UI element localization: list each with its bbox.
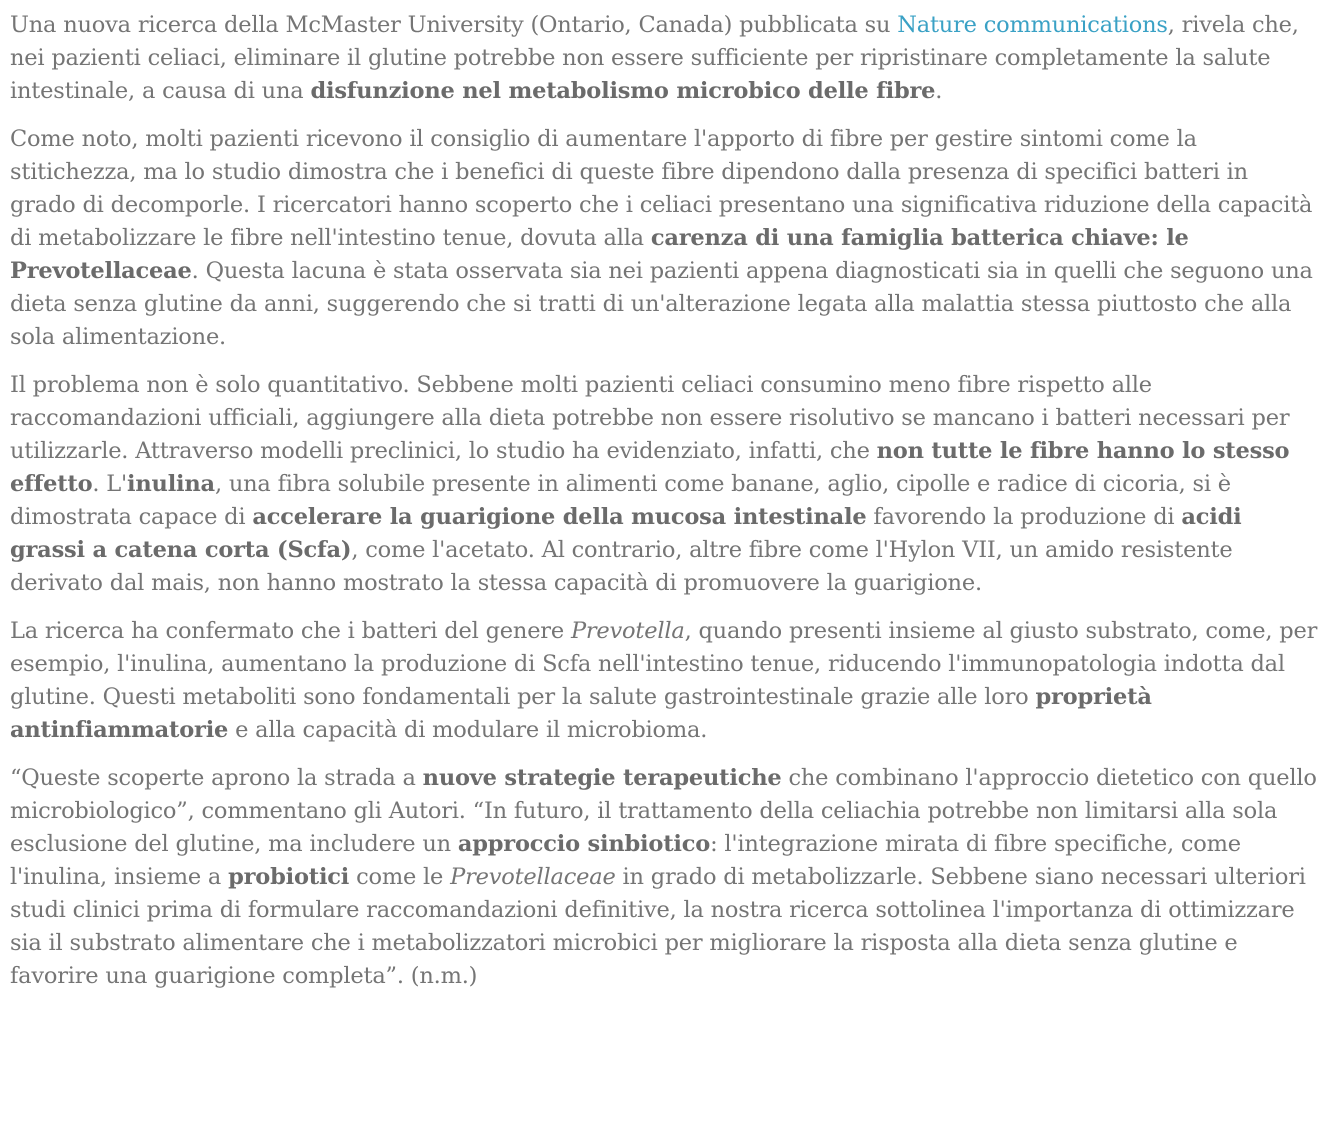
bold-text: disfunzione nel metabolismo microbico delle fibre [310,78,936,104]
paragraph-4 [10,615,1320,747]
text-segment: in grado di metabolizzarle. Sebbene siano necessari ulteriori studi clinici prima di formulare raccomandazioni definitive, la nostra ricerca sottolinea l'importanza di ottimizzare sia il substrato alimentare che i metabolizzatori microbici per migliorare la risposta alla dieta senza glutine e favorire una guarigione completa”. (n.m.) [10,864,1306,989]
text-segment: “Queste scoperte aprono la strada a [10,765,423,791]
text-segment: come le [349,864,451,890]
italic-text: Prevotella [570,618,685,644]
paragraph-1 [10,9,1320,108]
bold-text: inulina [127,471,215,497]
text-segment: : l'integrazione mirata di fibre specifiche, come l'inulina, insieme a [10,831,1241,890]
paragraph-2 [10,123,1320,354]
nature-communications-link[interactable]: Nature communications [897,12,1168,38]
text-segment: . L' [92,471,128,497]
bold-text: non tutte le fibre hanno lo stesso effetto [10,438,1290,497]
paragraph-3 [10,369,1320,600]
text-segment: , come l'acetato. Al contrario, altre fibre come l'Hylon VII, un amido resistente derivato dal mais, non hanno mostrato la stessa capacità di promuovere la guarigione. [10,537,1233,596]
paragraph-5 [10,762,1320,993]
text-segment: che combinano l'approccio dietetico con quello microbiologico”, commentano gli Autori. “In futuro, il trattamento della celiachia potrebbe non limitarsi alla sola esclusione del glutine, ma includere un [10,765,1317,857]
italic-text: Prevotellaceae [450,864,616,890]
bold-text: approccio sinbiotico [457,831,711,857]
bold-text: acidi grassi a catena corta (Scfa) [10,504,1242,563]
text-segment: La ricerca ha confermato che i batteri del genere [10,618,571,644]
text-segment: . [935,78,943,104]
bold-text: nuove strategie terapeutiche [422,765,782,791]
text-segment: Come noto, molti pazienti ricevono il consiglio di aumentare l'apporto di fibre per gestire sintomi come la stitichezza, ma lo studio dimostra che i benefici di queste fibre dipendono dalla presenza di specifici batteri in grado di decomporle. I ricercatori hanno scoperto che i celiaci presentano una significativa riduzione della capacità di metabolizzare le fibre nell'intestino tenue, dovuta alla [10,126,1313,251]
text-segment: . Questa lacuna è stata osservata sia nei pazienti appena diagnosticati sia in quelli che seguono una dieta senza glutine da anni, suggerendo che si tratti di un'alterazione legata alla malattia stessa piuttosto che alla sola alimentazione. [10,258,1313,350]
text-segment: , quando presenti insieme al giusto substrato, come, per esempio, l'inulina, aumentano la produzione di Scfa nell'intestino tenue, riducendo l'immunopatologia indotta dal glutine. Questi metaboliti sono fondamentali per la salute gastrointestinale grazie alle loro [10,618,1318,710]
text-segment: , rivela che, nei pazienti celiaci, eliminare il glutine potrebbe non essere sufficiente per ripristinare completamente la salute intestinale, a causa di una [10,12,1299,104]
text-segment: e alla capacità di modulare il microbioma. [228,717,708,743]
text-segment: Una nuova ricerca della McMaster University (Ontario, Canada) pubblicata su [10,12,898,38]
bold-text: carenza di una famiglia batterica chiave: le Prevotellaceae [10,225,1189,284]
text-segment: favorendo la produzione di [866,504,1182,530]
bold-text: proprietà antinfiammatorie [10,684,1152,743]
text-segment: Il problema non è solo quantitativo. Sebbene molti pazienti celiaci consumino meno fibre rispetto alle raccomandazioni ufficiali, aggiungere alla dieta potrebbe non essere risolutivo se mancano i batteri necessari per utilizzarle. Attraverso modelli preclinici, lo studio ha evidenziato, infatti, che [10,372,1290,464]
bold-text: probiotici [228,864,350,890]
text-segment: , una fibra solubile presente in alimenti come banane, aglio, cipolle e radice di cicoria, si è dimostrata capace di [10,471,1231,530]
bold-text: accelerare la guarigione della mucosa intestinale [252,504,867,530]
